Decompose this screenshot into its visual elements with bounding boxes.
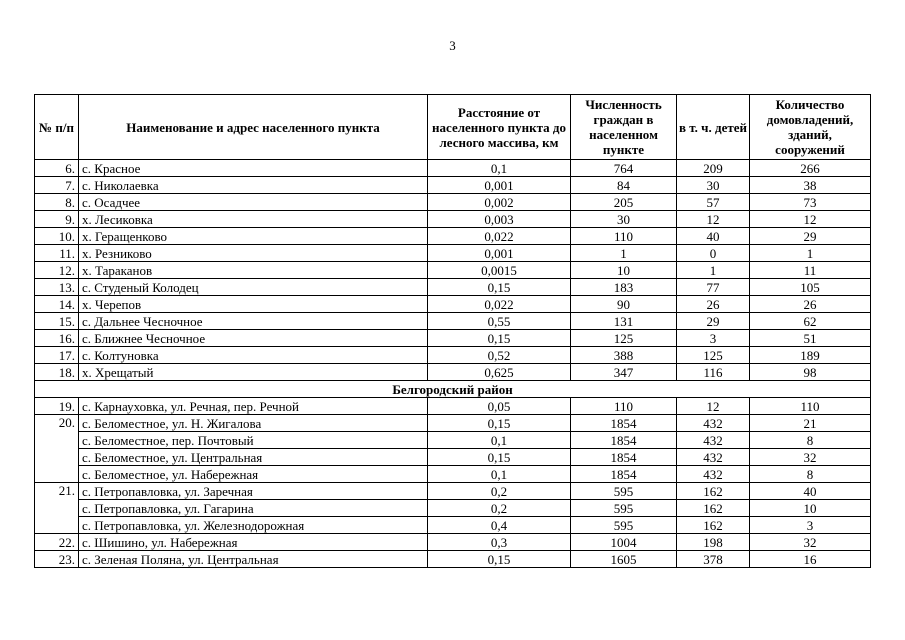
cell-distance: 0,52	[428, 347, 571, 364]
cell-name: х. Геращенково	[79, 228, 428, 245]
cell-buildings: 40	[750, 483, 871, 500]
cell-population: 1004	[571, 534, 677, 551]
cell-name: с. Петропавловка, ул. Гагарина	[79, 500, 428, 517]
cell-buildings: 21	[750, 415, 871, 432]
cell-population: 183	[571, 279, 677, 296]
table-row	[35, 279, 871, 296]
cell-name: х. Хрещатый	[79, 364, 428, 381]
cell-children: 40	[677, 228, 750, 245]
cell-buildings: 266	[750, 160, 871, 177]
cell-buildings: 32	[750, 534, 871, 551]
cell-name: с. Петропавловка, ул. Железнодорожная	[79, 517, 428, 534]
cell-name: с. Беломестное, ул. Центральная	[79, 449, 428, 466]
cell-distance: 0,003	[428, 211, 571, 228]
cell-name: с. Осадчее	[79, 194, 428, 211]
cell-children: 432	[677, 466, 750, 483]
table-row	[35, 211, 871, 228]
cell-name: с. Петропавловка, ул. Заречная	[79, 483, 428, 500]
cell-distance: 0,15	[428, 449, 571, 466]
cell-children: 30	[677, 177, 750, 194]
cell-buildings: 73	[750, 194, 871, 211]
cell-distance: 0,001	[428, 177, 571, 194]
cell-name: х. Черепов	[79, 296, 428, 313]
cell-children: 378	[677, 551, 750, 568]
cell-num: 21.	[35, 483, 79, 534]
cell-name: с. Студеный Колодец	[79, 279, 428, 296]
cell-buildings: 189	[750, 347, 871, 364]
cell-children: 1	[677, 262, 750, 279]
cell-children: 162	[677, 500, 750, 517]
cell-population: 347	[571, 364, 677, 381]
cell-children: 198	[677, 534, 750, 551]
header-children: в т. ч. детей	[677, 95, 750, 160]
table-row	[35, 466, 871, 483]
cell-name: с. Беломестное, ул. Н. Жигалова	[79, 415, 428, 432]
cell-buildings: 10	[750, 500, 871, 517]
cell-num: 18.	[35, 364, 79, 381]
cell-distance: 0,1	[428, 466, 571, 483]
section-row	[35, 381, 871, 398]
table-row	[35, 483, 871, 500]
cell-population: 1	[571, 245, 677, 262]
cell-num: 22.	[35, 534, 79, 551]
cell-distance: 0,022	[428, 296, 571, 313]
cell-population: 388	[571, 347, 677, 364]
cell-children: 0	[677, 245, 750, 262]
cell-population: 110	[571, 228, 677, 245]
cell-children: 12	[677, 398, 750, 415]
page-number: 3	[449, 38, 456, 53]
table-row	[35, 313, 871, 330]
section-title: Белгородский район	[35, 381, 871, 398]
cell-name: с. Колтуновка	[79, 347, 428, 364]
cell-distance: 0,1	[428, 160, 571, 177]
header-buildings: Количество домовладений, зданий, сооружений	[750, 95, 871, 160]
cell-name: х. Резниково	[79, 245, 428, 262]
cell-population: 30	[571, 211, 677, 228]
cell-num: 9.	[35, 211, 79, 228]
cell-children: 432	[677, 449, 750, 466]
cell-name: с. Николаевка	[79, 177, 428, 194]
cell-buildings: 38	[750, 177, 871, 194]
cell-distance: 0,0015	[428, 262, 571, 279]
table-row	[35, 194, 871, 211]
table-row	[35, 398, 871, 415]
cell-children: 57	[677, 194, 750, 211]
header-population: Численность граждан в населенном пункте	[571, 95, 677, 160]
cell-distance: 0,15	[428, 551, 571, 568]
cell-distance: 0,4	[428, 517, 571, 534]
cell-children: 29	[677, 313, 750, 330]
cell-name: с. Шишино, ул. Набережная	[79, 534, 428, 551]
cell-distance: 0,05	[428, 398, 571, 415]
cell-population: 1854	[571, 449, 677, 466]
cell-num: 20.	[35, 415, 79, 483]
cell-buildings: 1	[750, 245, 871, 262]
table-row	[35, 517, 871, 534]
cell-name: с. Беломестное, пер. Почтовый	[79, 432, 428, 449]
cell-name: х. Тараканов	[79, 262, 428, 279]
settlements-table	[34, 94, 871, 568]
cell-children: 26	[677, 296, 750, 313]
table-row	[35, 534, 871, 551]
cell-num: 23.	[35, 551, 79, 568]
cell-children: 125	[677, 347, 750, 364]
cell-buildings: 62	[750, 313, 871, 330]
cell-population: 595	[571, 483, 677, 500]
cell-distance: 0,002	[428, 194, 571, 211]
cell-num: 14.	[35, 296, 79, 313]
cell-distance: 0,3	[428, 534, 571, 551]
cell-num: 15.	[35, 313, 79, 330]
cell-buildings: 12	[750, 211, 871, 228]
cell-num: 19.	[35, 398, 79, 415]
table-row	[35, 177, 871, 194]
cell-name: с. Карнауховка, ул. Речная, пер. Речной	[79, 398, 428, 415]
table-row	[35, 296, 871, 313]
cell-population: 131	[571, 313, 677, 330]
cell-buildings: 51	[750, 330, 871, 347]
cell-name: с. Дальнее Чесночное	[79, 313, 428, 330]
header-name: Наименование и адрес населенного пункта	[79, 95, 428, 160]
cell-buildings: 26	[750, 296, 871, 313]
cell-population: 84	[571, 177, 677, 194]
cell-distance: 0,15	[428, 415, 571, 432]
cell-num: 11.	[35, 245, 79, 262]
cell-buildings: 98	[750, 364, 871, 381]
cell-name: с. Зеленая Поляна, ул. Центральная	[79, 551, 428, 568]
table-row	[35, 228, 871, 245]
cell-population: 110	[571, 398, 677, 415]
table-row	[35, 364, 871, 381]
cell-num: 8.	[35, 194, 79, 211]
table-row	[35, 415, 871, 432]
cell-children: 209	[677, 160, 750, 177]
cell-distance: 0,15	[428, 279, 571, 296]
header-distance: Расстояние от населенного пункта до лесного массива, км	[428, 95, 571, 160]
cell-distance: 0,001	[428, 245, 571, 262]
table-row	[35, 330, 871, 347]
cell-name: с. Беломестное, ул. Набережная	[79, 466, 428, 483]
cell-children: 77	[677, 279, 750, 296]
cell-distance: 0,15	[428, 330, 571, 347]
cell-population: 764	[571, 160, 677, 177]
cell-num: 17.	[35, 347, 79, 364]
cell-population: 1854	[571, 466, 677, 483]
cell-buildings: 3	[750, 517, 871, 534]
table-row	[35, 245, 871, 262]
cell-population: 90	[571, 296, 677, 313]
cell-num: 16.	[35, 330, 79, 347]
header-num: № п/п	[35, 95, 79, 160]
cell-population: 1854	[571, 415, 677, 432]
cell-name: с. Ближнее Чесночное	[79, 330, 428, 347]
cell-distance: 0,55	[428, 313, 571, 330]
cell-population: 595	[571, 517, 677, 534]
cell-children: 162	[677, 517, 750, 534]
cell-num: 12.	[35, 262, 79, 279]
cell-buildings: 8	[750, 432, 871, 449]
table-row	[35, 500, 871, 517]
cell-population: 595	[571, 500, 677, 517]
cell-distance: 0,1	[428, 432, 571, 449]
cell-num: 13.	[35, 279, 79, 296]
cell-num: 10.	[35, 228, 79, 245]
cell-children: 12	[677, 211, 750, 228]
cell-distance: 0,2	[428, 483, 571, 500]
cell-distance: 0,022	[428, 228, 571, 245]
table-row	[35, 432, 871, 449]
cell-buildings: 105	[750, 279, 871, 296]
cell-children: 116	[677, 364, 750, 381]
cell-population: 1605	[571, 551, 677, 568]
cell-children: 162	[677, 483, 750, 500]
cell-children: 432	[677, 415, 750, 432]
cell-population: 205	[571, 194, 677, 211]
cell-buildings: 29	[750, 228, 871, 245]
cell-population: 10	[571, 262, 677, 279]
cell-population: 1854	[571, 432, 677, 449]
cell-population: 125	[571, 330, 677, 347]
cell-children: 432	[677, 432, 750, 449]
cell-distance: 0,2	[428, 500, 571, 517]
cell-num: 7.	[35, 177, 79, 194]
table-row	[35, 449, 871, 466]
cell-name: х. Лесиковка	[79, 211, 428, 228]
cell-buildings: 8	[750, 466, 871, 483]
table-row	[35, 347, 871, 364]
cell-buildings: 32	[750, 449, 871, 466]
cell-buildings: 16	[750, 551, 871, 568]
table-row	[35, 262, 871, 279]
table-row	[35, 160, 871, 177]
cell-children: 3	[677, 330, 750, 347]
cell-distance: 0,625	[428, 364, 571, 381]
cell-name: с. Красное	[79, 160, 428, 177]
table-row	[35, 551, 871, 568]
cell-buildings: 110	[750, 398, 871, 415]
cell-num: 6.	[35, 160, 79, 177]
table-header-row	[35, 95, 871, 160]
cell-buildings: 11	[750, 262, 871, 279]
